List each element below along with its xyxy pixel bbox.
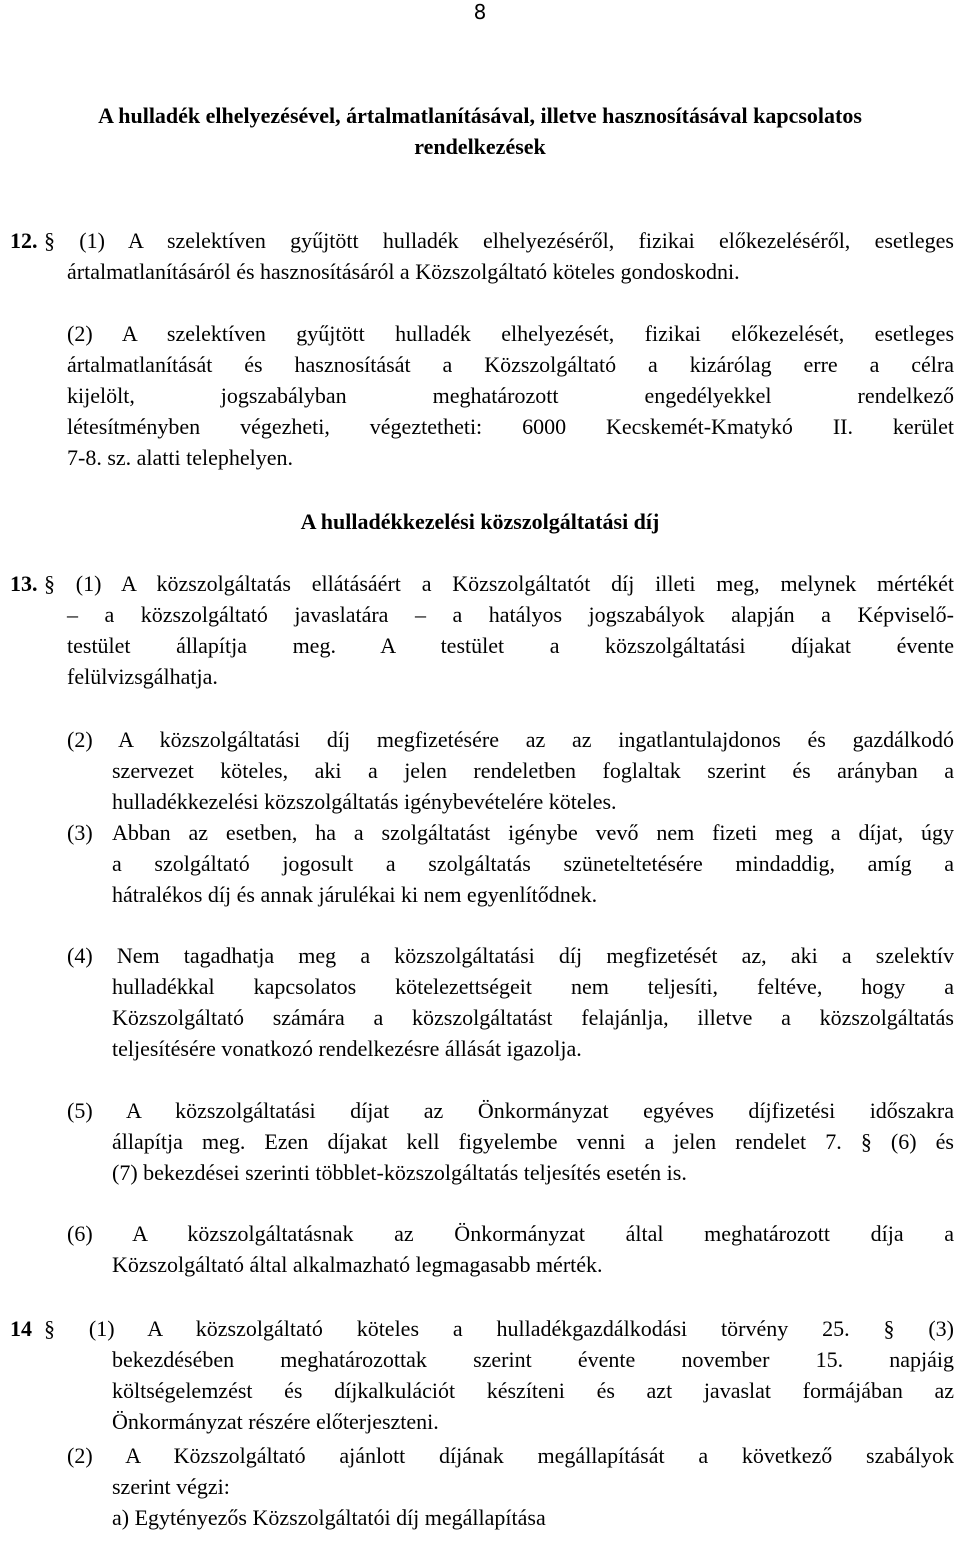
text-line: (5) A közszolgáltatási díjat az Önkormányzat egyéves díjfizetési időszakra: [67, 1098, 954, 1123]
section-number-12: 12.: [10, 228, 38, 253]
text-line: hulladékkezelési közszolgáltatás igénybevételére köteles.: [112, 789, 617, 814]
section-13-paragraph-4-cont: [112, 971, 954, 1064]
text-line: szervezet köteles, aki a jelen rendeletben foglaltak szerint és arányban a: [112, 758, 954, 783]
text-line: (6) A közszolgáltatásnak az Önkormányzat által meghatározott díja a: [67, 1221, 954, 1246]
title-line: rendelkezések: [414, 134, 546, 159]
section-13-paragraph-2-cont: [112, 755, 954, 817]
text-line: Önkormányzat részére előterjeszteni.: [112, 1409, 439, 1434]
text-line: (2) A szelektíven gyűjtött hulladék elhelyezését, fizikai előkezelését, esetleges: [67, 321, 954, 346]
section-13-paragraph-2: [67, 724, 954, 755]
page-number: 8: [473, 0, 487, 24]
text-line: költségelemzést és díjkalkulációt készíteni és azt javaslat formájában az: [112, 1378, 954, 1403]
section-13-paragraph-4: [67, 940, 954, 971]
text-line: hátralékos díj és annak járulékai ki nem egyenlítődnek.: [112, 882, 598, 907]
section-14-paragraph-1: [44, 1313, 954, 1344]
text-line: bekezdésében meghatározottak szerint évente november 15. napjáig: [112, 1347, 954, 1372]
text-line: Közszolgáltató által alkalmazható legmagasabb mérték.: [112, 1252, 603, 1277]
text-line: ártalmatlanítását és hasznosítását a Közszolgáltató a kizárólag erre a célra: [67, 352, 954, 377]
section-14-paragraph-2: [67, 1440, 954, 1471]
text-line: szerint végzi:: [112, 1474, 230, 1499]
text-line: (7) bekezdései szerinti többlet-közszolgáltatás teljesítés esetén is.: [112, 1160, 687, 1185]
text-line: állapítja meg. Ezen díjakat kell figyelembe venni a jelen rendelet 7. § (6) és: [112, 1129, 954, 1154]
section-13-paragraph-6: [67, 1218, 954, 1249]
text-line: létesítményben végezheti, végeztetheti: 6000 Kecskemét-Kmatykó II. kerület: [67, 414, 954, 439]
section-heading: A hulladékkezelési közszolgáltatási díj: [300, 509, 660, 534]
text-line: a) Egytényezős Közszolgáltatói díj megállapítása: [112, 1505, 546, 1530]
text-line: teljesítésére vonatkozó rendelkezésre állását igazolja.: [112, 1036, 582, 1061]
section-number-14: 14: [10, 1316, 32, 1341]
section-13-paragraph-3-label: (3): [67, 820, 93, 845]
text-line: § (1) A közszolgáltató köteles a hulladékgazdálkodási törvény 25. § (3): [44, 1316, 954, 1341]
section-number-13: 13.: [10, 571, 38, 596]
section-13-paragraph-1: [44, 568, 954, 599]
text-line: ártalmatlanításáról és hasznosításáról a Közszolgáltató köteles gondoskodni.: [67, 259, 740, 284]
text-line: § (1) A közszolgáltatás ellátásáért a Közszolgáltatót díj illeti meg, melynek mértékét: [44, 571, 954, 596]
text-line: § (1) A szelektíven gyűjtött hulladék elhelyezéséről, fizikai előkezeléséről, esetleges: [44, 228, 954, 253]
document-title: [0, 100, 960, 162]
text-line: (2) A közszolgáltatási díj megfizetésére az az ingatlantulajdonos és gazdálkodó: [67, 727, 954, 752]
section-13-paragraph-6-cont: [112, 1249, 954, 1280]
text-line: Közszolgáltató számára a közszolgáltatást felajánlja, illetve a közszolgáltatás: [112, 1005, 954, 1030]
section-12-paragraph-1-cont: [67, 256, 954, 287]
title-line: A hulladék elhelyezésével, ártalmatlanításával, illetve hasznosításával kapcsolatos: [98, 103, 862, 128]
text-line: (4) Nem tagadhatja meg a közszolgáltatási díj megfizetését az, aki a szelektív: [67, 943, 954, 968]
text-line: 7-8. sz. alatti telephelyen.: [67, 445, 294, 470]
section-13-paragraph-1-cont: [67, 599, 954, 692]
section-14-paragraph-1-cont: [112, 1344, 954, 1437]
text-line: (2) A Közszolgáltató ajánlott díjának megállapítását a következő szabályok: [67, 1443, 954, 1468]
text-line: hulladékkal kapcsolatos kötelezettségeit nem teljesíti, feltéve, hogy a: [112, 974, 954, 999]
text-line: a szolgáltató jogosult a szolgáltatás szüneteltetésére mindaddig, amíg a: [112, 851, 954, 876]
text-line: – a közszolgáltató javaslatára – a hatályos jogszabályok alapján a Képviselő-: [67, 602, 954, 627]
section-12-paragraph-1: [44, 225, 954, 256]
section-12-paragraph-2: [67, 318, 954, 473]
text-line: felülvizsgálhatja.: [67, 664, 218, 689]
text-line: testület állapítja meg. A testület a közszolgáltatási díjakat évente: [67, 633, 954, 658]
text-line: kijelölt, jogszabályban meghatározott engedélyekkel rendelkező: [67, 383, 954, 408]
section-13-paragraph-3: [112, 817, 954, 910]
text-line: Abban az esetben, ha a szolgáltatást igénybe vevő nem fizeti meg a díjat, úgy: [112, 820, 954, 845]
section-14-paragraph-2-cont: [112, 1471, 954, 1533]
section-13-paragraph-5-cont: [112, 1126, 954, 1188]
section-13-paragraph-5: [67, 1095, 954, 1126]
